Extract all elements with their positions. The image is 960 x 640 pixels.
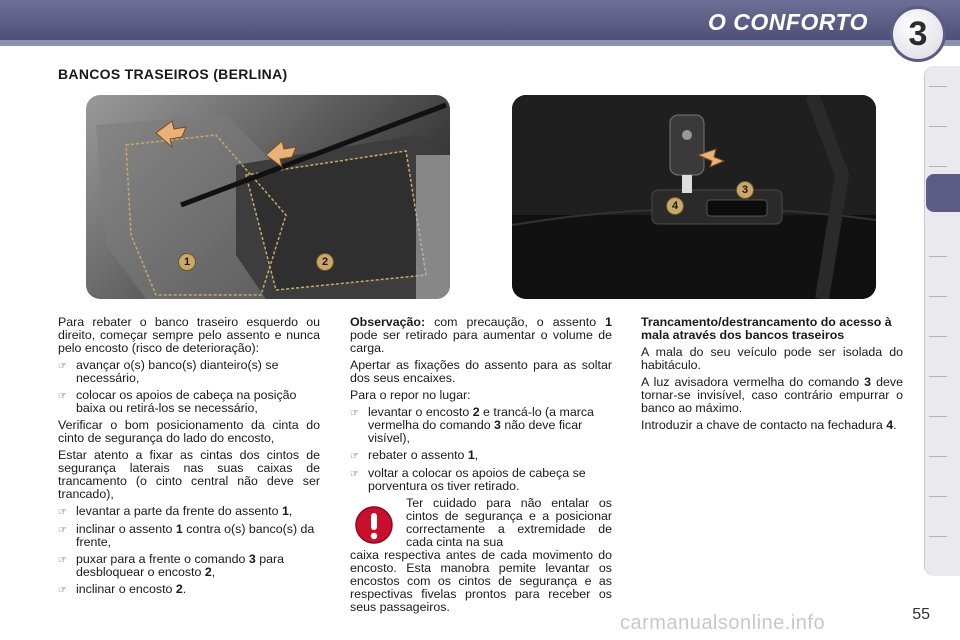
tab-divider — [929, 496, 947, 497]
pointing-hand-icon: ☞ — [58, 585, 67, 596]
tab-divider — [929, 536, 947, 537]
list-item-text: avançar o(s) banco(s) dianteiro(s) se necessário, — [76, 358, 279, 385]
observation-label: Observação: — [350, 315, 426, 329]
text: . — [182, 582, 187, 596]
warning-exclamation-icon — [354, 505, 394, 545]
pointing-hand-icon: ☞ — [58, 525, 67, 536]
text: deve tornar-se invisível, caso contrário empurrar o banco ao máximo. — [641, 375, 903, 415]
list-item-text — [76, 583, 320, 597]
tab-divider — [929, 126, 947, 127]
ref-number: 4 — [886, 418, 894, 432]
callout-2: 2 — [316, 253, 334, 271]
paragraph: Estar atento a fixar as cintas dos cintos de segurança laterais nas suas caixas de trancamento (o cinto central não deve ser trancado), — [58, 448, 320, 501]
pointing-hand-icon: ☞ — [350, 469, 359, 480]
paragraph: Para rebater o banco traseiro esquerdo ou direito, começar sempre pelo assento e nunca pelo encosto (risco de deterioração): — [58, 315, 320, 355]
text: contra o(s) banco(s) da frente, — [76, 522, 315, 549]
page-number: 55 — [912, 606, 930, 623]
ref-number: 3 — [248, 552, 256, 566]
text: e trancá-lo (a marca vermelha do comando — [368, 405, 594, 432]
ref-number: 1 — [175, 522, 183, 536]
pointing-hand-icon: ☞ — [58, 361, 67, 372]
list-item — [350, 467, 612, 493]
chapter-title: O CONFORTO — [707, 9, 868, 35]
tab-divider — [929, 336, 947, 337]
pointing-hand-icon: ☞ — [350, 451, 359, 462]
text: levantar o encosto — [368, 405, 473, 419]
chapter-side-tabs — [924, 66, 960, 576]
rear-seat-illustration — [86, 95, 450, 299]
list-item — [58, 583, 320, 597]
callout-3: 3 — [736, 181, 754, 199]
page-header — [0, 0, 960, 53]
list-item-text — [76, 553, 320, 579]
ref-number: 1 — [605, 315, 612, 329]
list-item — [58, 523, 320, 549]
text: inclinar o encosto — [76, 582, 176, 596]
ref-number: 1 — [281, 504, 289, 518]
tab-divider — [929, 376, 947, 377]
text: Introduzir a chave de contacto na fechadura — [641, 418, 887, 432]
tab-divider — [929, 86, 947, 87]
ref-number: 3 — [494, 418, 501, 432]
paragraph: Para o repor no lugar: — [350, 388, 471, 402]
column-2 — [350, 316, 612, 618]
callout-4: 4 — [666, 197, 684, 215]
watermark: carmanualsonline.info — [620, 612, 826, 634]
ref-number: 2 — [175, 582, 183, 596]
pointing-hand-icon: ☞ — [350, 408, 359, 419]
header-stripe — [0, 40, 960, 46]
list-item — [58, 359, 320, 385]
text: com precaução, o assento — [425, 315, 606, 329]
text: puxar para a frente o comando — [76, 552, 249, 566]
list-item — [350, 449, 612, 463]
pointing-hand-icon: ☞ — [58, 555, 67, 566]
list-item-text — [76, 523, 320, 549]
warning-box — [350, 497, 612, 614]
ref-number: 2 — [472, 405, 480, 419]
column-1 — [58, 316, 320, 601]
list-item — [350, 406, 612, 445]
text: não deve ficar visível), — [368, 418, 583, 445]
list-item — [58, 505, 320, 519]
text: para desbloquear o encosto — [76, 552, 285, 579]
list-item — [58, 389, 320, 415]
paragraph: A mala do seu veículo pode ser isolada do habitáculo. — [641, 345, 903, 372]
trunk-lock-photo — [512, 95, 876, 299]
text: . — [893, 418, 897, 432]
paragraph — [641, 376, 903, 415]
ref-number: 3 — [864, 375, 872, 389]
paragraph: Apertar as fixações do assento para as soltar dos seus encaixes. — [350, 358, 612, 385]
tab-divider — [929, 416, 947, 417]
list-item-text: colocar os apoios de cabeça na posição baixa ou retirá-los se necessário, — [76, 388, 297, 415]
list-item-text — [368, 449, 612, 463]
trunk-lock-illustration — [512, 95, 876, 299]
ref-number: 2 — [204, 565, 212, 579]
paragraph: Verificar o bom posicionamento da cinta do cinto de segurança do lado do encosto, — [58, 418, 320, 445]
text: pode ser retirado para aumentar o volume de carga. — [350, 328, 612, 355]
observation-paragraph — [350, 316, 612, 355]
text: rebater o assento — [368, 448, 468, 462]
text: , — [474, 448, 479, 462]
list-item-text — [76, 505, 320, 519]
section-title: BANCOS TRASEIROS (BERLINA) — [58, 66, 288, 82]
list-item-text: voltar a colocar os apoios de cabeça se porventura os tiver retirado. — [368, 466, 586, 493]
subsection-heading: Trancamento/destrancamento do acesso à mala através dos bancos traseiros — [641, 315, 892, 342]
tab-divider — [929, 256, 947, 257]
pointing-hand-icon: ☞ — [58, 391, 67, 402]
warning-text-indented: Ter cuidado para não entalar os cintos de segurança e a posicionar correctamente a extremidade de cada cinta na sua — [406, 496, 612, 549]
text: A luz avisadora vermelha do comando — [641, 375, 865, 389]
rear-seat-folding-photo — [86, 95, 450, 299]
text: , — [211, 565, 216, 579]
tab-divider — [929, 296, 947, 297]
text: inclinar o assento — [76, 522, 176, 536]
tab-divider — [929, 166, 947, 167]
chapter-number-badge: 3 — [890, 6, 946, 62]
pointing-hand-icon: ☞ — [58, 507, 67, 518]
callout-1: 1 — [178, 253, 196, 271]
text: levantar a parte da frente do assento — [76, 504, 282, 518]
ref-number: 1 — [467, 448, 475, 462]
list-item — [58, 553, 320, 579]
text: , — [288, 504, 293, 518]
column-3 — [641, 316, 903, 436]
tab-divider — [929, 456, 947, 457]
paragraph — [641, 419, 903, 432]
list-item-text — [368, 406, 612, 445]
active-chapter-tab[interactable] — [926, 174, 960, 212]
warning-text: caixa respectiva antes de cada movimento do encosto. Esta manobra pemite levantar os encostos com os cintos de segurança e as respectivas fivelas prontos para receber os seus passageiros. — [350, 548, 612, 614]
